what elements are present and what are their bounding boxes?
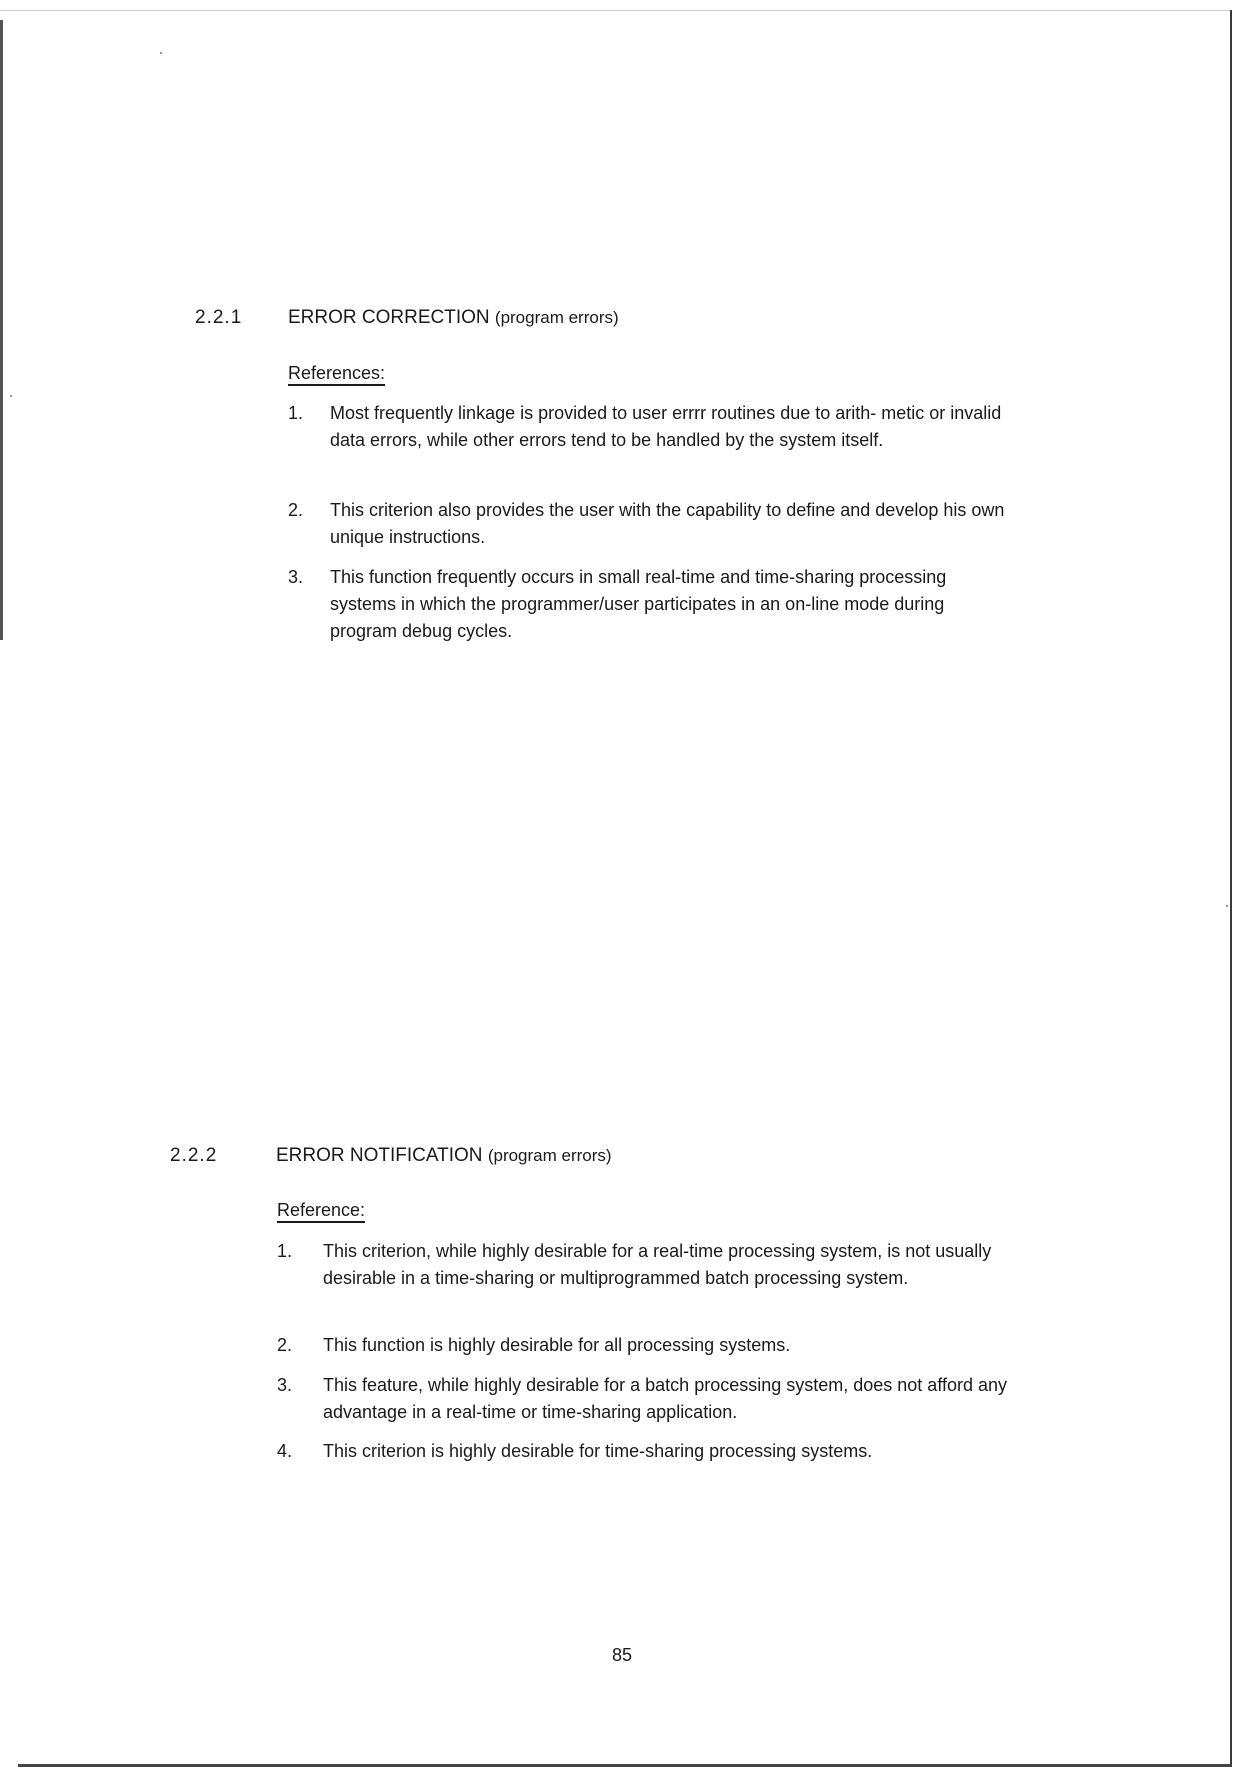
reference-item — [288, 400, 1008, 482]
section-title-text: ERROR NOTIFICATION — [276, 1145, 483, 1166]
section-number: 2.2.1 — [195, 307, 243, 328]
reference-text: This feature, while highly desirable for a batch processing system, does not afford any advantage in a real-time or time-sharing application. — [323, 1375, 1008, 1422]
page-edge-left — [0, 20, 3, 640]
reference-number: 3. — [277, 1375, 293, 1395]
section-title-text: ERROR CORRECTION — [288, 307, 490, 328]
reference-number: 1. — [288, 403, 304, 423]
reference-number: 3. — [288, 567, 304, 587]
reference-number: 2. — [288, 500, 304, 520]
reference-text: This function is highly desirable for all processing systems. — [323, 1335, 791, 1355]
reference-number: 1. — [277, 1241, 293, 1261]
section-title — [276, 1145, 612, 1167]
section-subtitle: (program errors) — [487, 1146, 612, 1165]
page-edge-bottom — [18, 1764, 1232, 1767]
scan-speck — [10, 395, 12, 397]
reference-text: This criterion also provides the user with the capability to define and develop his own unique instructions. — [330, 500, 1005, 547]
reference-text: This function frequently occurs in small real-time and time-sharing processing systems in which the programmer/user participates in an on-line mode during program debug cycles. — [330, 567, 947, 641]
section-title — [288, 307, 619, 329]
reference-label: Reference: — [277, 1200, 366, 1220]
scan-speck — [1226, 905, 1228, 907]
section-subtitle: (program errors) — [494, 308, 619, 327]
reference-text: This criterion, while highly desirable for a real-time processing system, is not usually desirable in a time-sharing or multiprogrammed batch processing system. — [323, 1241, 992, 1288]
reference-number: 4. — [277, 1441, 293, 1461]
reference-item — [277, 1372, 1017, 1426]
reference-item — [277, 1238, 1017, 1320]
page-edge-right — [1230, 10, 1232, 1765]
section-number: 2.2.2 — [170, 1145, 218, 1166]
reference-item — [277, 1438, 1017, 1465]
page-edge-top — [0, 10, 1232, 11]
scan-speck — [160, 52, 162, 54]
page-number: 85 — [612, 1645, 633, 1665]
references-label: References: — [288, 363, 386, 383]
reference-number: 2. — [277, 1335, 293, 1355]
reference-item — [288, 497, 1008, 551]
reference-text: This criterion is highly desirable for time-sharing processing systems. — [323, 1441, 873, 1461]
reference-item — [277, 1332, 1017, 1359]
reference-text: Most frequently linkage is provided to user errrr routines due to arith- metic or invalid data errors, while other errors tend to be handled by the system itself. — [330, 403, 1002, 450]
reference-item — [288, 564, 1008, 646]
